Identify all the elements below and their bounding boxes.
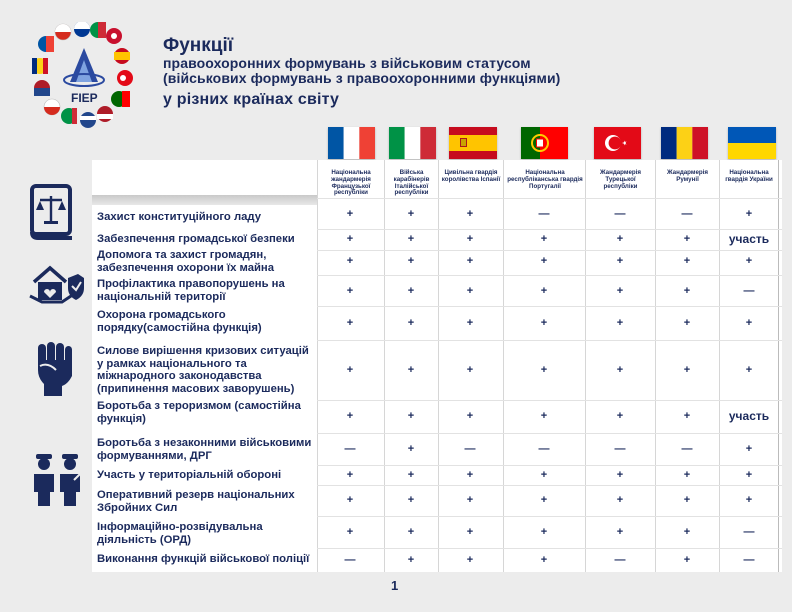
table-cell: +: [683, 364, 691, 376]
table-cell: +: [346, 364, 354, 376]
table-cell: +: [540, 255, 548, 267]
row-label: Охорона громадського порядку(самостійна функція): [97, 309, 262, 334]
row-label: Участь у територіальній обороні: [97, 469, 282, 481]
table-cell: +: [466, 494, 474, 506]
table-cell: +: [616, 255, 624, 267]
table-cell: +: [616, 469, 624, 481]
table-cell: +: [683, 233, 691, 245]
table-cell: +: [616, 364, 624, 376]
grid-line: [317, 516, 782, 517]
grid-line: [317, 160, 318, 572]
table-cell: +: [745, 469, 753, 481]
romania-flag: [661, 127, 708, 159]
row-label: Профілактика правопорушень на національній території: [97, 278, 285, 303]
row-label: Інформаційно-розвідувальна діяльність (ОРД): [97, 521, 263, 546]
table-cell: —: [464, 443, 476, 455]
table-cell: +: [616, 233, 624, 245]
fiep-logo: [32, 22, 142, 130]
table-cell: +: [683, 554, 691, 566]
grid-line: [585, 160, 586, 572]
table-cell: +: [346, 255, 354, 267]
table-cell: +: [683, 285, 691, 297]
table-cell: +: [683, 494, 691, 506]
row-label: Оперативний резерв національних Збройних Сил: [97, 489, 295, 514]
table-cell: —: [614, 208, 626, 220]
page-number: 1: [391, 578, 399, 593]
table-cell: —: [538, 443, 550, 455]
table-cell: +: [540, 233, 548, 245]
table-cell: +: [407, 233, 415, 245]
page-subtitle-2: (військових формувань з правоохоронними функціями): [163, 70, 561, 86]
table-cell: +: [407, 554, 415, 566]
table-cell: +: [346, 494, 354, 506]
table-cell: —: [614, 554, 626, 566]
row-label: Боротьба з незаконними військовими формуваннями, ДРГ: [97, 437, 312, 462]
table-cell: —: [538, 208, 550, 220]
table-cell: участь: [728, 232, 770, 246]
home-protection-icon: [28, 262, 86, 308]
column-header-spain: Цивільна гвардія королівства Іспанії: [441, 169, 501, 183]
grid-line: [317, 485, 782, 486]
table-cell: +: [616, 494, 624, 506]
table-cell: +: [346, 469, 354, 481]
table-cell: +: [745, 255, 753, 267]
table-cell: —: [344, 554, 356, 566]
table-cell: +: [407, 255, 415, 267]
table-cell: +: [745, 494, 753, 506]
table-cell: +: [466, 317, 474, 329]
table-cell: +: [346, 410, 354, 422]
grid-line: [317, 229, 782, 230]
table-cell: +: [346, 285, 354, 297]
table-cell: +: [683, 317, 691, 329]
table-cell: +: [407, 526, 415, 538]
table-cell: +: [540, 364, 548, 376]
table-cell: —: [344, 443, 356, 455]
svg-text:FIEP: FIEP: [71, 91, 98, 105]
table-cell: +: [540, 526, 548, 538]
header-divider: [92, 195, 317, 205]
table-cell: +: [407, 494, 415, 506]
police-officers-icon: [30, 452, 84, 508]
turkey-flag: [594, 127, 641, 159]
table-cell: +: [407, 443, 415, 455]
table-cell: +: [683, 410, 691, 422]
row-label: Допомога та захист громадян, забезпечення охорони їх майна: [97, 249, 275, 274]
table-cell: +: [683, 255, 691, 267]
grid-line: [317, 250, 782, 251]
row-label: Силове вирішення кризових ситуацій у рамках національного та міжнародного законодавства (припинення масових заворушень): [97, 345, 309, 395]
table-cell: +: [540, 554, 548, 566]
page-title: Функції: [163, 35, 234, 56]
france-flag: [328, 127, 375, 159]
row-label: Захист конституційного ладу: [97, 211, 262, 223]
table-cell: +: [745, 364, 753, 376]
table-cell: +: [346, 317, 354, 329]
grid-line: [317, 548, 782, 549]
grid-line: [655, 160, 656, 572]
grid-line: [317, 465, 782, 466]
table-cell: +: [407, 410, 415, 422]
table-cell: —: [743, 285, 755, 297]
row-label: Забезпечення громадської безпеки: [97, 233, 295, 245]
table-cell: +: [466, 469, 474, 481]
table-cell: +: [540, 317, 548, 329]
table-cell: участь: [728, 409, 770, 423]
column-header-italy: Війська карабінерів Італійської республіки: [393, 169, 430, 197]
row-label: Виконання функцій військової поліції: [97, 553, 310, 565]
table-cell: +: [466, 554, 474, 566]
grid-line: [317, 306, 782, 307]
table-cell: +: [407, 285, 415, 297]
ukraine-flag: [728, 127, 776, 159]
table-cell: +: [346, 526, 354, 538]
table-cell: +: [466, 208, 474, 220]
table-cell: —: [681, 443, 693, 455]
table-cell: +: [683, 526, 691, 538]
constitution-book-icon: [26, 184, 76, 240]
table-cell: +: [407, 317, 415, 329]
raised-fist-icon: [34, 340, 74, 398]
grid-line: [317, 400, 782, 401]
italy-flag: [389, 127, 436, 159]
table-cell: —: [743, 526, 755, 538]
column-header-romania: Жандармерія Румунії: [666, 169, 709, 183]
column-header-france: Національна жандармерія Французької республіки: [331, 169, 371, 197]
table-cell: +: [346, 233, 354, 245]
table-cell: +: [346, 208, 354, 220]
table-cell: +: [407, 208, 415, 220]
page-subtitle-3: у різних країнах світу: [163, 91, 340, 108]
table-cell: +: [540, 285, 548, 297]
table-cell: +: [745, 208, 753, 220]
table-cell: —: [743, 554, 755, 566]
table-cell: +: [616, 526, 624, 538]
table-cell: +: [466, 526, 474, 538]
table-cell: —: [681, 208, 693, 220]
column-header-portugal: Національна республіканська гвардія Португалії: [507, 169, 583, 190]
table-cell: +: [466, 285, 474, 297]
grid-line: [317, 340, 782, 341]
column-header-turkey: Жандармерія Турецької республіки: [599, 169, 642, 190]
table-cell: +: [540, 494, 548, 506]
table-cell: +: [616, 410, 624, 422]
table-cell: +: [540, 469, 548, 481]
grid-line: [317, 433, 782, 434]
page-subtitle-1: правоохоронних формувань з військовим статусом: [163, 55, 531, 71]
grid-line: [317, 198, 782, 199]
table-cell: +: [407, 364, 415, 376]
table-cell: —: [614, 443, 626, 455]
spain-flag: [449, 127, 497, 159]
table-cell: +: [540, 410, 548, 422]
title-block: [163, 36, 723, 111]
table-cell: +: [745, 317, 753, 329]
table-cell: +: [466, 255, 474, 267]
table-cell: +: [466, 410, 474, 422]
table-cell: +: [407, 469, 415, 481]
table-cell: +: [745, 443, 753, 455]
portugal-flag: [521, 127, 568, 159]
grid-line: [317, 275, 782, 276]
table-cell: +: [466, 364, 474, 376]
table-cell: +: [466, 233, 474, 245]
grid-line: [503, 160, 504, 572]
table-cell: +: [683, 469, 691, 481]
table-cell: +: [616, 317, 624, 329]
table-cell: +: [616, 285, 624, 297]
row-label: Боротьба з тероризмом (самостійна функція): [97, 400, 301, 425]
column-header-ukraine: Національна гвардія України: [725, 169, 773, 183]
